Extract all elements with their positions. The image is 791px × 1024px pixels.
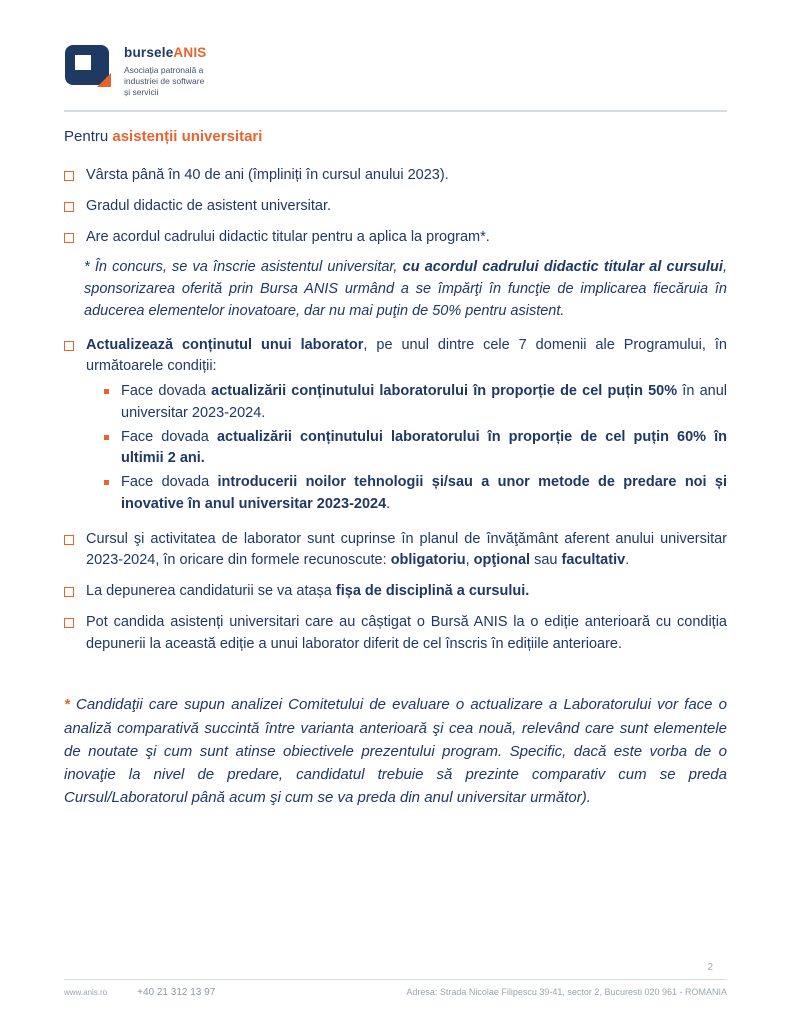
footer-row <box>64 987 727 998</box>
checkbox-bullet-icon <box>64 618 74 628</box>
checkbox-bullet-icon <box>64 341 74 351</box>
list-item-text: Actualizează conținutul unui laborator, pe unul dintre cele 7 domenii ale Programului, în următoarele condiții: <box>86 336 727 375</box>
list-item-text: Gradul didactic de asistent universitar. <box>86 197 332 214</box>
list-item <box>64 227 727 249</box>
list-item-text: La depunerea candidaturii se va atașa fișa de disciplină a cursului. <box>86 583 530 600</box>
sub-list-item-text: Face dovada actualizării conținutului laboratorului în proporție de cel puțin 50% în anul universitar 2023-2024. <box>121 383 727 421</box>
footer-phone: +40 21 312 13 97 <box>137 987 216 998</box>
checkbox-bullet-icon <box>64 171 74 181</box>
brand-prefix: bursele <box>124 45 174 60</box>
tagline-line: industriei de software <box>124 76 205 87</box>
checkbox-bullet-icon <box>64 587 74 597</box>
header <box>64 44 727 98</box>
logo-tagline <box>124 65 206 98</box>
inline-note <box>84 257 727 322</box>
tagline-line: Asociația patronală a <box>124 65 204 75</box>
brand-name <box>124 45 206 60</box>
list-item-text: Pot candida asistenți universitari care au câștigat o Bursă ANIS la o ediție anterioară cu condiția depunerii la această ediție a unui laborator diferit de cel înscris în edițiile anterioare. <box>86 613 727 652</box>
anis-logo-icon <box>64 44 114 95</box>
checkbox-bullet-icon <box>64 233 74 243</box>
footer-divider <box>64 979 727 980</box>
list-item <box>64 196 727 218</box>
list-item <box>64 612 727 656</box>
list-item-text: Vârsta până în 40 de ani (împliniți în cursul anului 2023). <box>86 167 449 184</box>
footer <box>64 962 727 998</box>
list-item <box>64 581 727 603</box>
inline-note-text: * În concurs, se va înscrie asistentul universitar, cu acordul cadrului didactic titular al cursului, sponsorizarea oferită prin Bursa ANIS urmând a se împărţi în funcţie de implicarea fiecăruia în aducerea elementelor inovatoare, dar nu mai puţin de 50% pentru asistent. <box>84 259 727 319</box>
list-item-text: Are acordul cadrului didactic titular pentru a aplica la program*. <box>86 228 490 245</box>
sub-list-item-text: Face dovada introducerii noilor tehnologii și/sau a unor metode de predare noi și inovative în anul universitar 2023-2024. <box>121 474 727 512</box>
section-heading: Pentru asistenții universitari <box>64 128 263 146</box>
list-item <box>64 529 727 573</box>
sub-list-item <box>104 472 727 516</box>
footer-website: www.anis.ro <box>64 988 108 997</box>
checkbox-bullet-icon <box>64 202 74 212</box>
square-dot-bullet-icon <box>104 480 109 485</box>
footnote-paragraph: * Candidaţii care supun analizei Comitetului de evaluare o actualizare a Laboratorului vor face o analiză comparativă succintă între varianta anterioară şi cea nouă, relevând care sunt elementele de noutate şi cum sunt atinse obiectivele prezentului program. Specific, dacă este vorba de o inovaţie la nivel de predare, candidatul trebuie să prezinte comparativ cum se preda Cursul/Laboratorul până acum şi cum se va preda din anul universitar următor). <box>64 696 727 807</box>
logo-text-block <box>124 44 206 98</box>
brand-suffix: ANIS <box>173 45 207 60</box>
sub-list-item-text: Face dovada actualizării conținutului laboratorului în proporție de cel puțin 60% în ultimii 2 ani. <box>121 428 727 467</box>
tagline-line: și servicii <box>124 87 159 98</box>
footer-address: Adresa: Strada Nicolae Filipescu 39-41, sector 2, Bucuresti 020 961 - ROMANIA <box>406 987 727 997</box>
page-number: 2 <box>707 962 713 973</box>
list-item <box>64 335 727 379</box>
square-dot-bullet-icon <box>104 389 109 394</box>
header-divider <box>64 110 727 112</box>
checkbox-bullet-icon <box>64 535 74 545</box>
sub-list-item <box>104 381 727 425</box>
square-dot-bullet-icon <box>104 435 109 440</box>
list-item-text: Cursul şi activitatea de laborator sunt cuprinse în planul de învăţământ aferent anului universitar 2023-2024, în oricare din formele recunoscute: obligatoriu, opţional sau facultativ. <box>86 530 727 569</box>
list-item <box>64 165 727 187</box>
sub-list-item <box>104 427 727 471</box>
